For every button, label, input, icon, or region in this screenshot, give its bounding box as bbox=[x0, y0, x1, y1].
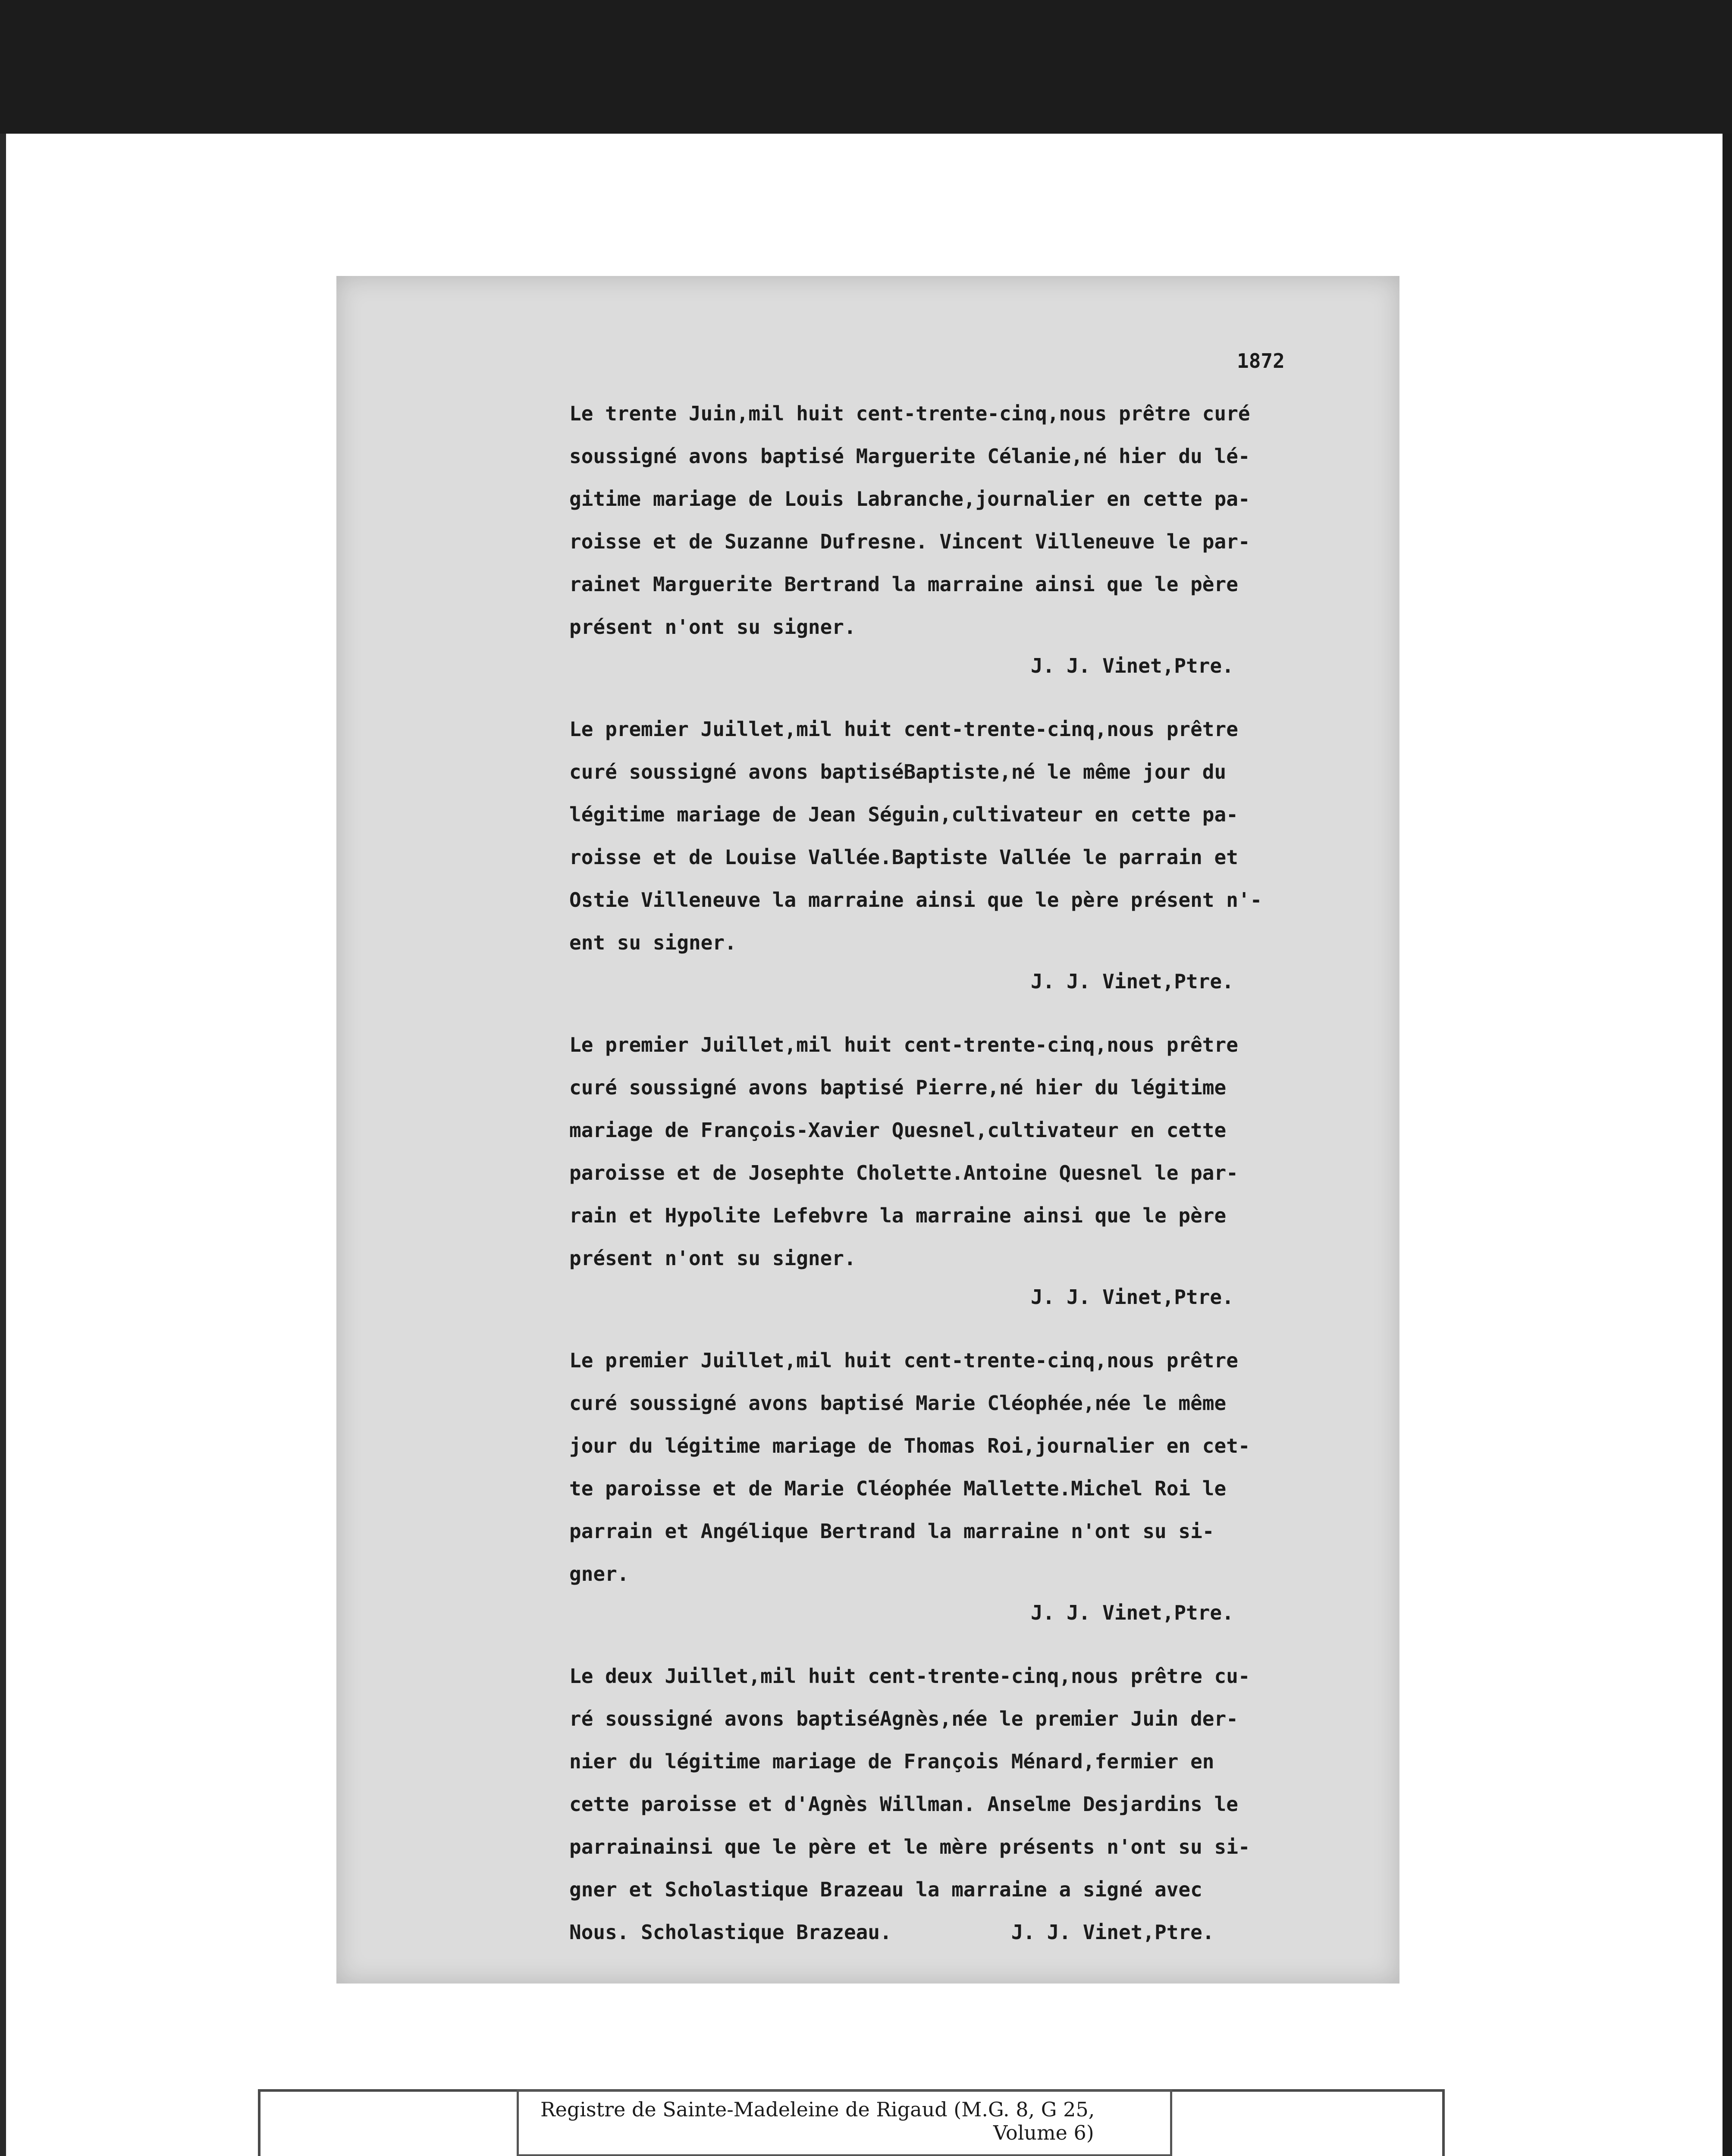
entry-text: Le trente Juin,mil huit cent-trente-cinq,nous prêtre curé soussigné avons baptisé Marguerite Célanie,né hier du lé- gitime mariage de Louis Labranche,journalier en cette pa- roisse et de Suzanne Dufresne. Vincent Villeneuve le par- rainet Marguerite Bertrand la marraine ainsi que le père présent n'ont su signer. bbox=[569, 402, 1250, 639]
baptism-entry bbox=[569, 708, 1406, 999]
entry-text: Le premier Juillet,mil huit cent-trente-cinq,nous prêtre curé soussigné avons baptisé Marie Cléophée,née le même jour du légitime mariage de Thomas Roi,journalier en cet- te paroisse et de Marie Cléophée Mallette.Michel Roi le parrain et Angélique Bertrand la marraine n'ont su si- gner. bbox=[569, 1349, 1250, 1586]
entry-signature: J. J. Vinet,Ptre. bbox=[1031, 1285, 1234, 1309]
registry-label bbox=[517, 2090, 1172, 2156]
page-number: 1872 bbox=[1237, 349, 1285, 373]
scanner-right-edge bbox=[1723, 134, 1732, 2156]
baptism-entry bbox=[569, 1655, 1406, 1954]
register-page bbox=[336, 276, 1399, 1984]
registry-line-2: Volume 6) bbox=[993, 2121, 1094, 2144]
scanner-left-edge bbox=[0, 134, 6, 2156]
scanner-top-band bbox=[0, 0, 1732, 134]
entry-signature: J. J. Vinet,Ptre. bbox=[1031, 1601, 1234, 1624]
entry-signature: J. J. Vinet,Ptre. bbox=[1031, 654, 1234, 677]
baptism-entry bbox=[569, 392, 1406, 683]
entry-text: Le premier Juillet,mil huit cent-trente-cinq,nous prêtre curé soussigné avons baptiséBaptiste,né le même jour du légitime mariage de Jean Séguin,cultivateur en cette pa- roisse et de Louise Vallée.Baptiste Vallée le parrain et Ostie Villeneuve la marraine ainsi que le père présent n'- ent su signer. bbox=[569, 718, 1262, 954]
baptism-entry bbox=[569, 1339, 1406, 1630]
entry-text: Le deux Juillet,mil huit cent-trente-cinq,nous prêtre cu- ré soussigné avons baptiséAgnès,née le premier Juin der- nier du légitime mariage de François Ménard,fermier en cette paroisse et d'Agnès Willman. Anselme Desjardins le parrainainsi que le père et le mère présents n'ont su si- gner et Scholastique Brazeau la marraine a signé avec bbox=[569, 1664, 1250, 1901]
entry-signature: J. J. Vinet,Ptre. bbox=[1031, 970, 1234, 993]
registry-line-1: Registre de Sainte-Madeleine de Rigaud (M.G. 8, G 25, bbox=[540, 2098, 1095, 2121]
entry-text: Le premier Juillet,mil huit cent-trente-cinq,nous prêtre curé soussigné avons baptisé Pierre,né hier du légitime mariage de François-Xavier Quesnel,cultivateur en cette paroisse et de Josephte Cholette.Antoine Quesnel le par- rain et Hypolite Lefebvre la marraine ainsi que le père présent n'ont su signer. bbox=[569, 1033, 1238, 1270]
baptism-entry bbox=[569, 1024, 1406, 1314]
entry-signature-line: Nous. Scholastique Brazeau. J. J. Vinet,Ptre. bbox=[569, 1921, 1214, 1944]
baptism-entries bbox=[569, 392, 1406, 1971]
